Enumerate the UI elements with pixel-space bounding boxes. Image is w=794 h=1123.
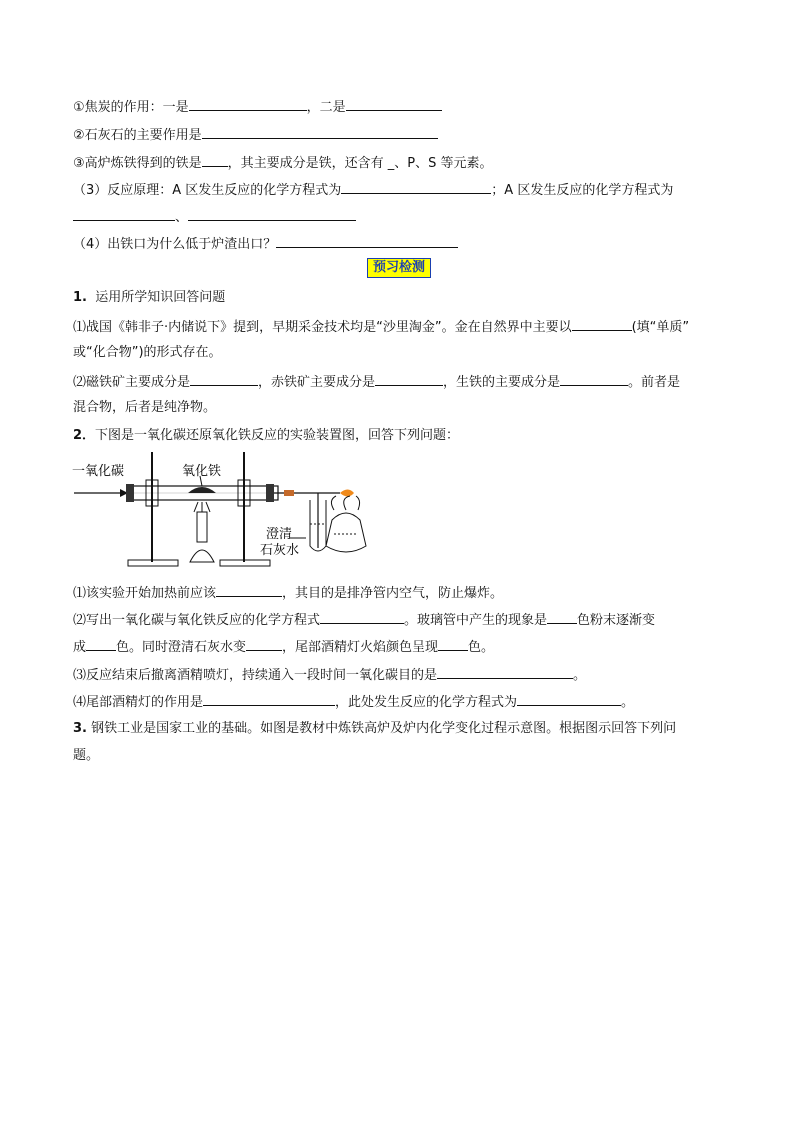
answer-blank[interactable]: [572, 316, 632, 331]
figure-label-limewater-2: 石灰水: [260, 543, 300, 558]
answer-blank[interactable]: [189, 96, 307, 111]
reaction-principle-line: （3）反应原理：A 区发生反应的化学方程式为 ；A 区发生反应的化学方程式为: [73, 179, 673, 201]
q1-part2-cont: 混合物，后者是纯净物。: [73, 400, 217, 415]
q3-cont: 题。: [73, 748, 100, 763]
answer-blank[interactable]: [346, 96, 442, 111]
limestone-question-line: ②石灰石的主要作用是: [73, 124, 438, 146]
reaction-equations-line: 、: [73, 206, 356, 228]
answer-blank[interactable]: [216, 582, 282, 597]
q2-title: 2．下图是一氧化碳还原氧化铁反应的实验装置图，回答下列问题：: [73, 428, 460, 443]
answer-blank[interactable]: [375, 371, 443, 386]
q2-sub4-line: ⑷尾部酒精灯的作用是 ，此处发生反应的化学方程式为 。: [73, 691, 634, 713]
answer-blank[interactable]: [202, 152, 228, 167]
coke-question-line: ①焦炭的作用：一是 ，二是: [73, 96, 442, 118]
figure-label-fe2o3: 氧化铁: [182, 464, 222, 479]
answer-blank[interactable]: [246, 636, 282, 651]
answer-blank[interactable]: [341, 179, 491, 194]
answer-blank[interactable]: [560, 371, 628, 386]
q2-sub1-line: ⑴该实验开始加热前应该 ，其目的是排净管内空气，防止爆炸。: [73, 582, 503, 604]
preview-check-badge: 预习检测: [367, 258, 431, 278]
answer-blank[interactable]: [202, 124, 438, 139]
answer-blank[interactable]: [276, 233, 458, 248]
q1-part1-cont: 或“化合物”)的形式存在。: [73, 345, 222, 360]
q2-sub2-cont: 成 色。同时澄清石灰水变 ，尾部酒精灯火焰颜色呈现 色。: [73, 636, 494, 658]
answer-blank[interactable]: [547, 609, 577, 624]
answer-blank[interactable]: [73, 206, 175, 221]
answer-blank[interactable]: [190, 371, 258, 386]
answer-blank[interactable]: [188, 206, 356, 221]
tap-hole-question-line: （4）出铁口为什么低于炉渣出口？: [73, 233, 458, 255]
answer-blank[interactable]: [203, 691, 335, 706]
q1-title: 1. 运用所学知识回答问题: [73, 290, 226, 305]
q2-sub2-line: ⑵写出一氧化碳与氧化铁反应的化学方程式 。玻璃管中产生的现象是 色粉末逐渐变: [73, 609, 655, 631]
answer-blank[interactable]: [437, 664, 573, 679]
q2-sub3-line: ⑶反应结束后撤离酒精喷灯，持续通入一段时间一氧化碳目的是 。: [73, 664, 586, 686]
q1-part1-line: ⑴战国《韩非子·内储说下》提到，早期采金技术均是“沙里淘金”。金在自然界中主要以 (填“单质”: [73, 316, 689, 338]
figure-label-co: 一氧化碳: [72, 464, 125, 479]
answer-blank[interactable]: [320, 609, 404, 624]
figure-label-limewater-1: 澄清: [266, 527, 293, 542]
answer-blank[interactable]: [438, 636, 468, 651]
answer-blank[interactable]: [517, 691, 621, 706]
answer-blank[interactable]: [86, 636, 116, 651]
q3-line: 3. 钢铁工业是国家工业的基础。如图是教材中炼铁高炉及炉内化学变化过程示意图。根据图示回答下列问: [73, 721, 677, 736]
q1-part2-line: ⑵磁铁矿主要成分是 ，赤铁矿主要成分是 ，生铁的主要成分是 。前者是: [73, 371, 680, 393]
co-reduction-apparatus-figure: [70, 450, 400, 572]
iron-question-line: ③高炉炼铁得到的铁是 ，其主要成分是铁，还含有 _、P、S 等元素。: [73, 152, 493, 174]
